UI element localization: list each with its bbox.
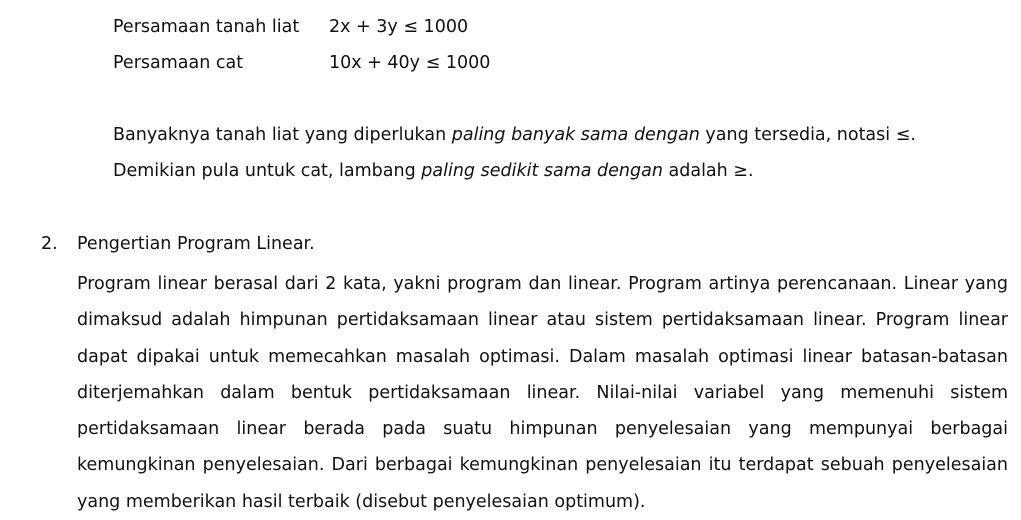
paragraph-line: yang memberikan hasil terbaik (disebut penyelesaian optimum). (77, 491, 646, 512)
paragraph-line: kemungkinan penyelesaian. Dari berbagai kemungkinan penyelesaian itu terdapat sebuah penyelesaian (77, 455, 1008, 476)
note-text: adalah ≥. (662, 161, 754, 181)
note-line (113, 124, 916, 146)
equation-label: Persamaan cat (113, 53, 244, 73)
note-text: Banyaknya tanah liat yang diperlukan (113, 125, 452, 145)
paragraph-line: Program linear berasal dari 2 kata, yakni program dan linear. Program artinya perencanaan. Linear yang (77, 274, 1008, 294)
note-text: Demikian pula untuk cat, lambang (113, 161, 422, 181)
equation-expression: 10x + 40y ≤ 1000 (329, 53, 491, 73)
paragraph-line: dimaksud adalah himpunan pertidaksamaan linear atau sistem pertidaksamaan linear. Program linear (77, 310, 1008, 331)
section-number: 2. (41, 234, 58, 254)
paragraph-line: dapat dipakai untuk memecahkan masalah optimasi. Dalam masalah optimasi linear batasan-batasan (77, 346, 1008, 367)
section-heading: Pengertian Program Linear. (77, 234, 315, 254)
paragraph-line: pertidaksamaan linear berada pada suatu himpunan penyelesaian yang mempunyai berbagai (77, 419, 1008, 440)
section-paragraph (77, 266, 1008, 520)
paragraph-line: diterjemahkan dalam bentuk pertidaksamaan linear. Nilai-nilai variabel yang memenuhi sistem (77, 382, 1008, 403)
note-emphasis: paling banyak sama dengan (451, 125, 700, 145)
note-text: yang tersedia, notasi ≤. (699, 125, 916, 145)
equation-label: Persamaan tanah liat (113, 17, 300, 37)
note-emphasis: paling sedikit sama dengan (421, 161, 663, 181)
equation-expression: 2x + 3y ≤ 1000 (329, 17, 469, 37)
note-line (113, 160, 754, 182)
